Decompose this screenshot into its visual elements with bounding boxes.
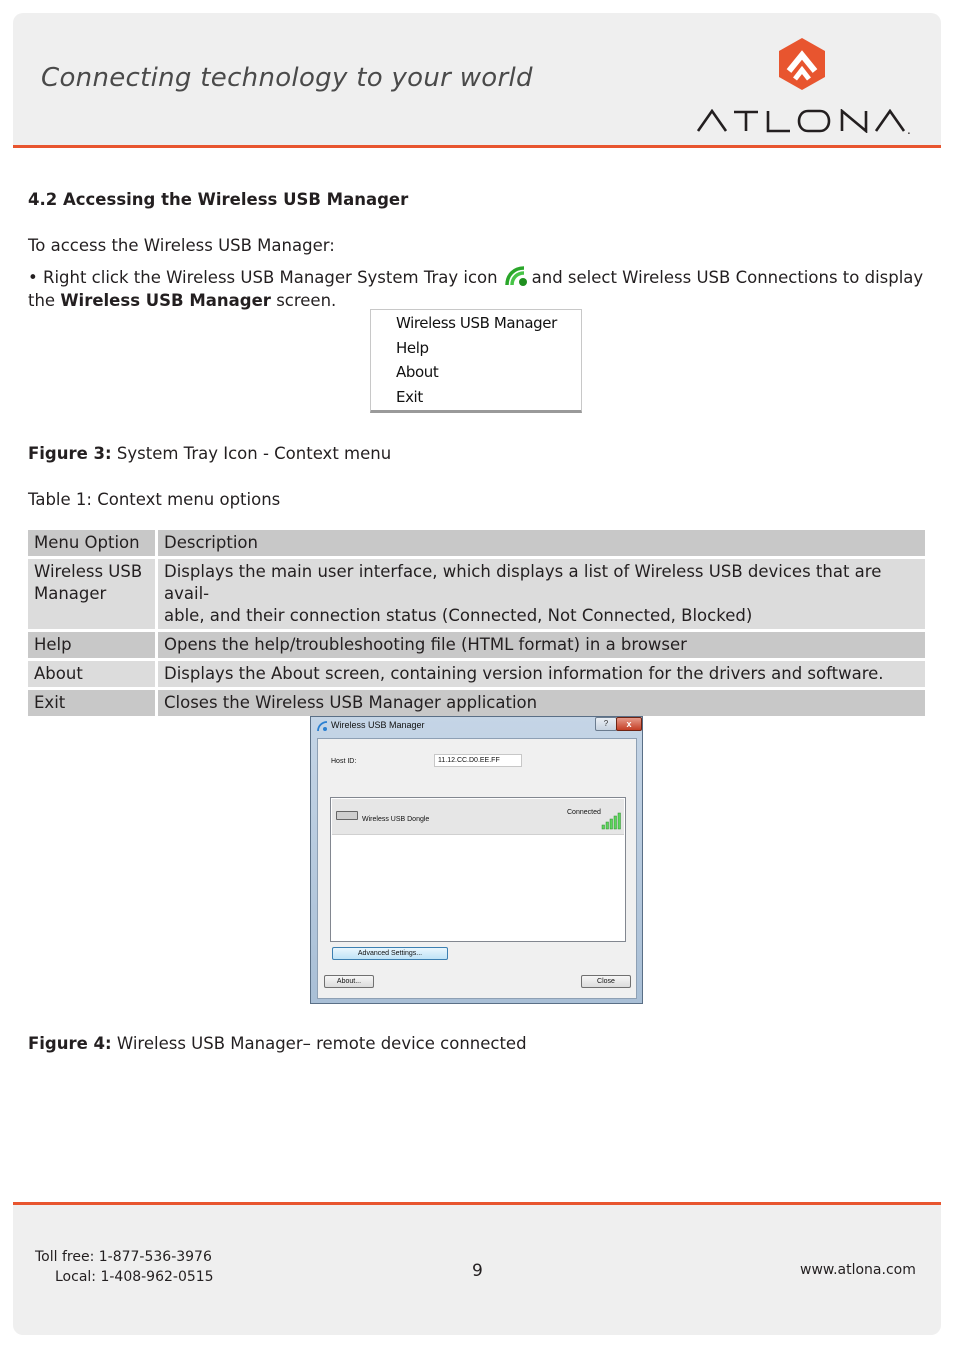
local-number: Local: 1-408-962-0515 <box>55 1269 214 1285</box>
device-status: Connected <box>567 809 601 816</box>
table-cell-description: Displays the About screen, containing version information for the drivers and software. <box>158 661 925 687</box>
figure3-label: Figure 3: <box>28 444 112 463</box>
host-id-field[interactable]: 11.12.CC.D0.EE.FF <box>434 754 522 767</box>
table-header-row <box>28 530 925 556</box>
device-name: Wireless USB Dongle <box>362 816 430 823</box>
toll-free-number: Toll free: 1-877-536-3976 <box>35 1249 212 1265</box>
figure4-label: Figure 4: <box>28 1034 112 1053</box>
description-line: able, and their connection status (Connected, Not Connected, Blocked) <box>164 606 753 625</box>
menu-item-exit[interactable]: Exit <box>396 388 423 406</box>
menu-item-wireless-usb-manager[interactable]: Wireless USB Manager <box>396 314 557 332</box>
host-id-label: Host ID: <box>331 758 357 765</box>
page-footer <box>13 1205 941 1335</box>
bullet-line2-post: screen. <box>276 291 337 310</box>
table-cell-option: About <box>28 661 158 687</box>
table-cell-option <box>28 559 158 629</box>
page-header <box>13 13 941 148</box>
description-line: Displays the main user interface, which displays a list of Wireless USB devices that are avail- <box>164 562 882 603</box>
menu-item-about[interactable]: About <box>396 363 439 381</box>
tagline: Connecting technology to your world <box>41 63 533 93</box>
figure4-caption <box>28 1034 527 1053</box>
menu-item-help[interactable]: Help <box>396 339 429 357</box>
intro-text: To access the Wireless USB Manager: <box>28 236 335 255</box>
bullet-text-pre: • Right click the Wireless USB Manager System Tray icon <box>28 268 498 287</box>
figure3-caption <box>28 444 391 463</box>
table-header-description: Description <box>158 530 925 556</box>
table-row <box>28 559 925 629</box>
website-link[interactable]: www.atlona.com <box>800 1262 916 1278</box>
figure3-text: System Tray Icon - Context menu <box>116 444 392 463</box>
wireless-usb-manager-dialog <box>310 716 643 1004</box>
figure4-text: Wireless USB Manager– remote device connected <box>116 1034 527 1053</box>
bullet-line2-pre: the <box>28 291 56 310</box>
close-button[interactable]: Close <box>581 975 631 988</box>
atlona-logo-icon <box>773 35 831 93</box>
wireless-signal-icon <box>502 263 530 287</box>
table-cell-option: Help <box>28 632 158 658</box>
table-cell-description: Opens the help/troubleshooting file (HTML format) in a browser <box>158 632 925 658</box>
usb-dongle-icon <box>336 811 358 820</box>
dialog-title: Wireless USB Manager <box>331 720 425 730</box>
help-button[interactable]: ? <box>595 717 617 731</box>
device-list[interactable] <box>330 797 626 942</box>
context-menu-options-table <box>28 527 925 719</box>
table-row <box>28 661 925 687</box>
page-number: 9 <box>472 1261 483 1281</box>
logo-dot: . <box>907 123 911 137</box>
table-cell-option: Exit <box>28 690 158 716</box>
dialog-body <box>317 738 637 999</box>
list-item[interactable] <box>332 799 624 835</box>
wireless-signal-icon <box>316 720 328 732</box>
advanced-settings-button[interactable]: Advanced Settings... <box>332 947 448 960</box>
option-line: Wireless USB <box>34 562 143 581</box>
window-close-button[interactable]: x <box>616 717 642 731</box>
table-cell-description <box>158 559 925 629</box>
section-heading: 4.2 Accessing the Wireless USB Manager <box>28 190 409 209</box>
atlona-wordmark <box>696 109 916 133</box>
bullet-text-post: and select Wireless USB Connections to display <box>531 268 924 287</box>
table-header-option: Menu Option <box>28 530 158 556</box>
table-row <box>28 632 925 658</box>
about-button[interactable]: About... <box>324 975 374 988</box>
table-cell-description: Closes the Wireless USB Manager application <box>158 690 925 716</box>
bullet-paragraph <box>28 263 928 312</box>
context-menu <box>370 309 582 413</box>
table1-caption: Table 1: Context menu options <box>28 490 281 509</box>
bullet-line2-bold: Wireless USB Manager <box>60 291 271 310</box>
table-row <box>28 690 925 716</box>
signal-strength-icon <box>601 812 621 830</box>
option-line: Manager <box>34 584 107 603</box>
